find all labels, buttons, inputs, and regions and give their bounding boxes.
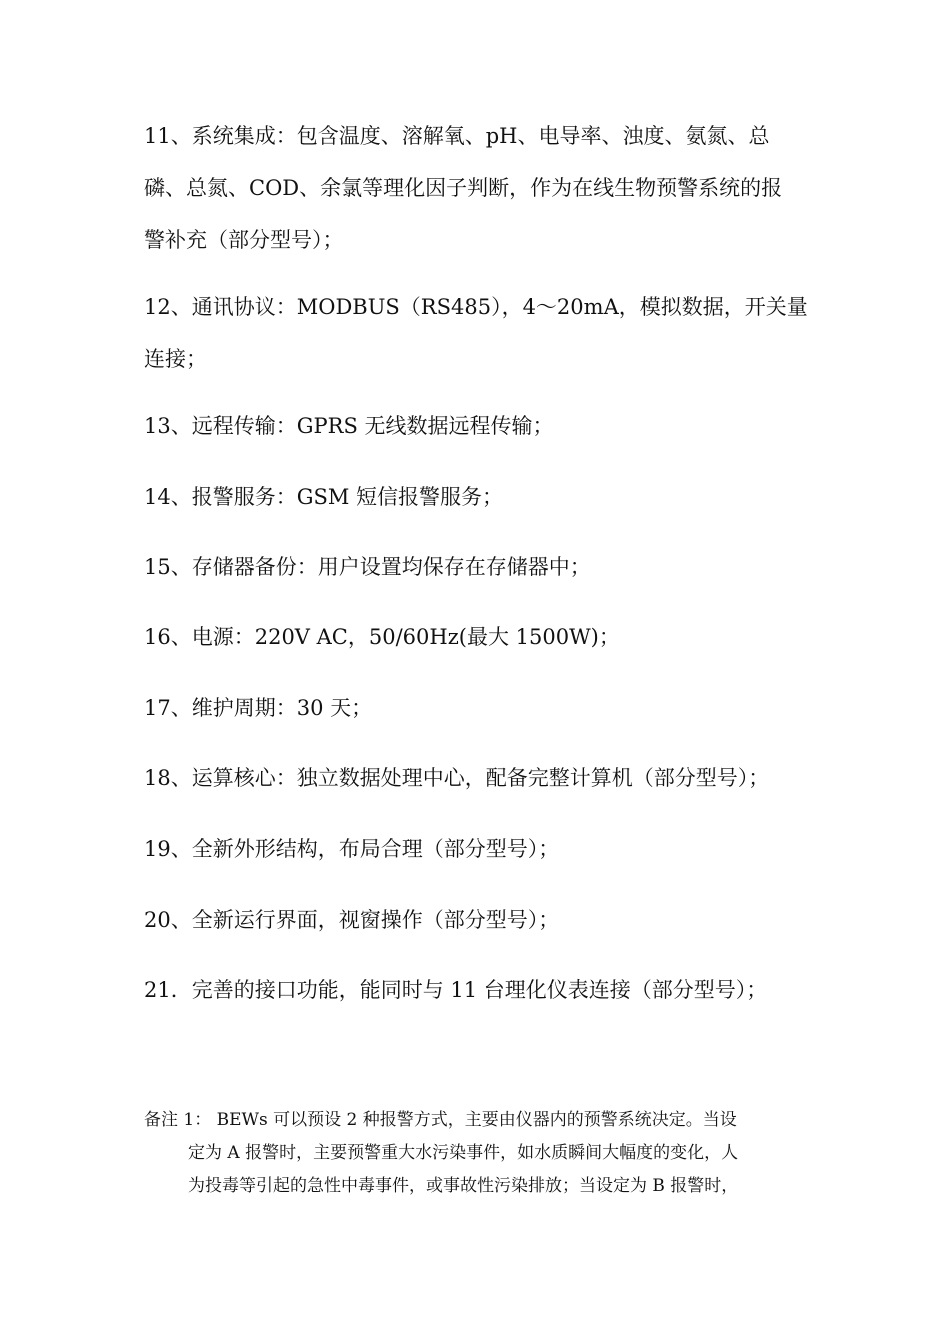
- spec-item-15: [144, 541, 808, 593]
- spec-item-13: [144, 400, 808, 452]
- spec-item-11: [144, 110, 808, 266]
- item-line: 21．完善的接口功能，能同时与 11 台理化仪表连接（部分型号）；: [144, 978, 768, 1002]
- spec-item-14: [144, 471, 808, 523]
- item-line: 20、全新运行界面，视窗操作（部分型号）；: [144, 908, 560, 932]
- item-line: 警补充（部分型号）；: [144, 228, 344, 252]
- note-line: 备注 1： BEWs 可以预设 2 种报警方式，主要由仪器内的预警系统决定。当设: [144, 1110, 737, 1130]
- spec-item-21: [144, 964, 808, 1016]
- note-line: 定为 A 报警时，主要预警重大水污染事件，如水质瞬间大幅度的变化，人: [188, 1143, 739, 1163]
- spec-item-12: [144, 281, 808, 385]
- item-line: 磷、总氮、COD、余氯等理化因子判断，作为在线生物预警系统的报: [144, 176, 783, 200]
- item-line: 17、维护周期：30 天；: [144, 696, 373, 720]
- spec-item-16: [144, 611, 808, 663]
- item-line: 11、系统集成：包含温度、溶解氧、pH、电导率、浊度、氨氮、总: [144, 124, 770, 148]
- item-line: 19、全新外形结构，布局合理（部分型号）；: [144, 837, 560, 861]
- item-line: 15、存储器备份：用户设置均保存在存储器中；: [144, 555, 591, 579]
- spec-item-18: [144, 752, 808, 804]
- item-line: 16、电源：220V AC，50/60Hz(最大 1500W)；: [144, 625, 620, 649]
- item-line: 13、远程传输：GPRS 无线数据远程传输；: [144, 414, 554, 438]
- item-line: 14、报警服务：GSM 短信报警服务；: [144, 485, 504, 509]
- remark-note: [144, 1104, 808, 1203]
- spec-item-17: [144, 682, 808, 734]
- spec-item-19: [144, 823, 808, 875]
- item-line: 12、通讯协议：MODBUS（RS485），4～20mA，模拟数据，开关量: [144, 295, 808, 319]
- spec-item-20: [144, 894, 808, 946]
- note-line: 为投毒等引起的急性中毒事件，或事故性污染排放；当设定为 B 报警时，: [188, 1176, 739, 1196]
- item-line: 18、运算核心：独立数据处理中心，配备完整计算机（部分型号）；: [144, 766, 770, 790]
- item-line: 连接；: [144, 347, 207, 371]
